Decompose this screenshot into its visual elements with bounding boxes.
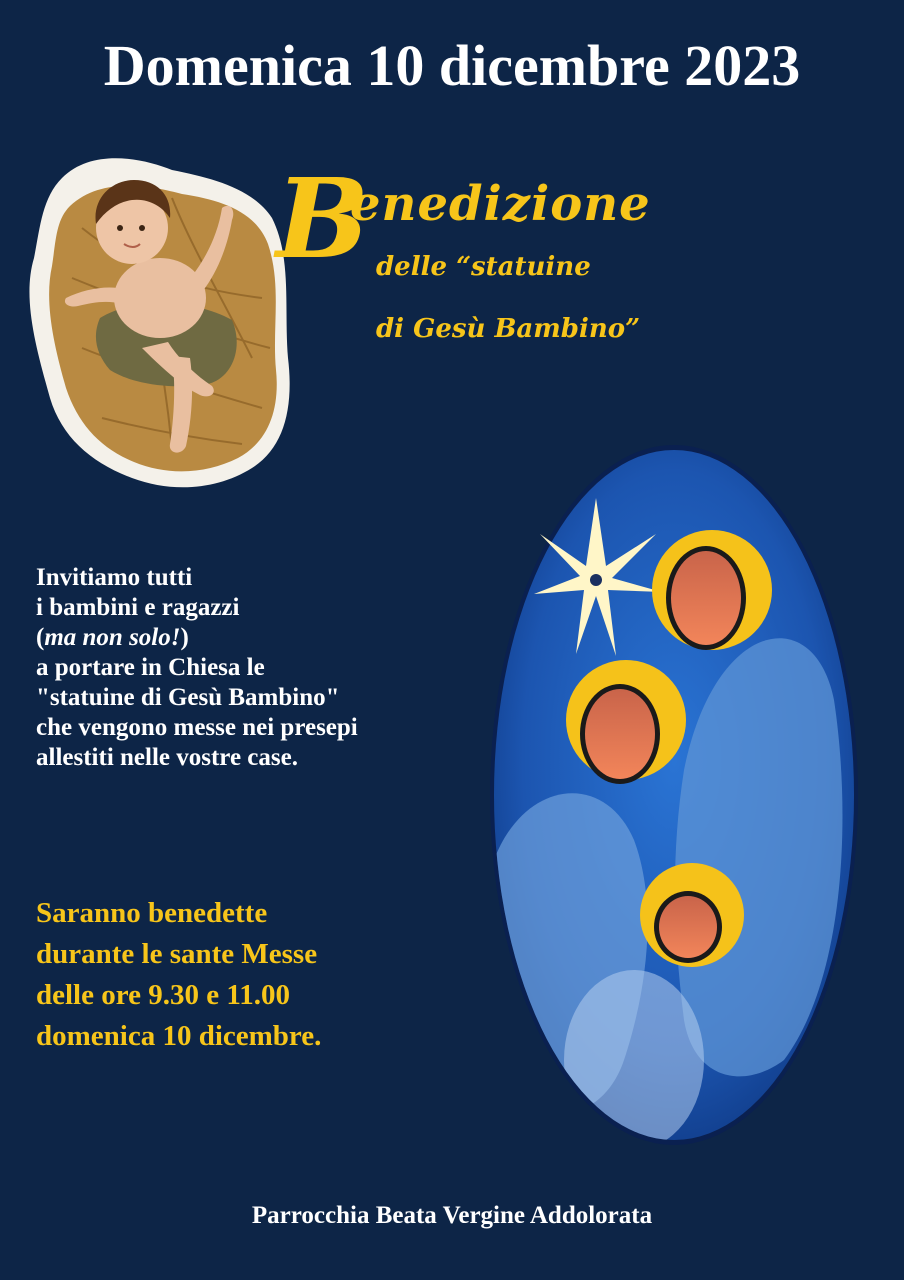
blessing-line: delle ore 9.30 e 11.00	[36, 979, 290, 1011]
subtitle-line-1: delle “statuine	[376, 252, 591, 282]
date-title: Domenica 10 dicembre 2023	[103, 33, 801, 98]
title-rest: enedizione	[350, 176, 651, 232]
invite-line	[36, 623, 476, 653]
invite-line: Invitiamo tutti	[36, 564, 193, 591]
blessing-line: durante le sante Messe	[36, 938, 318, 970]
invite-line: allestiti nelle vostre case.	[36, 744, 298, 771]
blessing-line: Saranno benedette	[36, 897, 268, 929]
invite-paragraph	[36, 563, 476, 773]
paren-open: (	[36, 624, 45, 651]
subtitle-line-2: di Gesù Bambino”	[376, 314, 641, 344]
blessing-title	[276, 154, 876, 360]
invite-line: a portare in Chiesa le	[36, 654, 265, 681]
blessing-paragraph	[36, 893, 476, 1057]
blessing-line: domenica 10 dicembre.	[36, 1020, 322, 1052]
title-initial: B	[276, 154, 369, 283]
invite-line: i bambini e ragazzi	[36, 594, 240, 621]
invite-line: "statuine di Gesù Bambino"	[36, 684, 340, 711]
holy-family-oval	[484, 440, 864, 1150]
invite-line: che vengono messe nei presepi	[36, 714, 358, 741]
invite-italic-note: ma non solo!	[44, 624, 181, 651]
baby-jesus-figure	[22, 148, 302, 493]
parish-footer: Parrocchia Beata Vergine Addolorata	[251, 1202, 653, 1229]
paren-close: )	[180, 624, 189, 651]
